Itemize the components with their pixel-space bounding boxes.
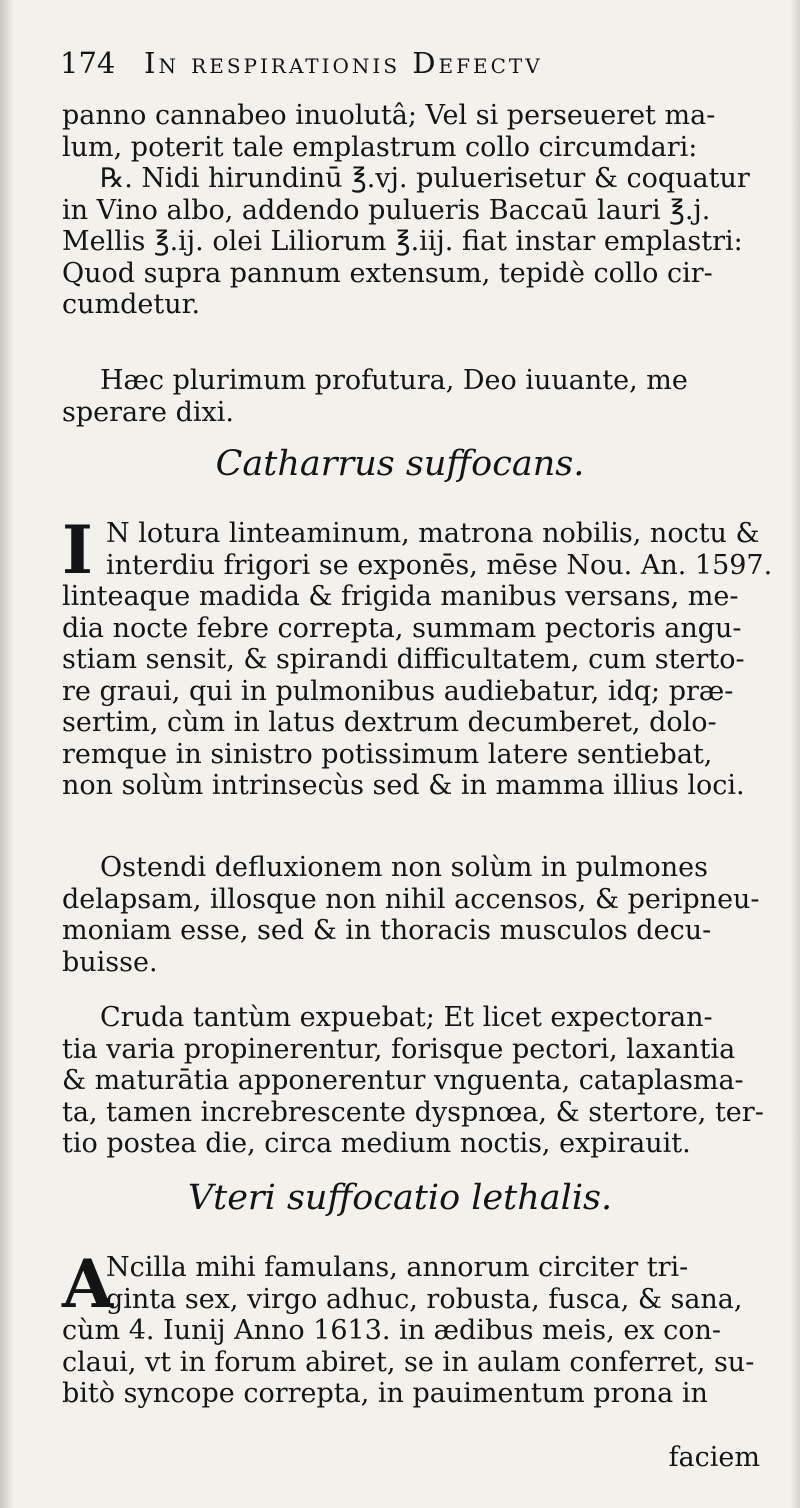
text-line: re graui, qui in pulmonibus audiebatur, idq; præ- [62,675,734,707]
text-line: Hæc plurimum profutura, Deo iuuante, me [100,365,688,396]
catchword: faciem [668,1442,760,1473]
text-line: remque in sinistro potissimum latere sentiebat, [62,738,713,770]
paragraph-case-catarrh [62,511,773,802]
text-line: Quod supra pannum extensum, tepidè collo cir- [62,257,713,289]
running-head: In respirationis Defectv [144,46,543,80]
paragraph-outcome [62,1002,762,1160]
paragraph-case-uterine [62,1245,762,1410]
text-line: ginta sex, virgo adhuc, robusta, fusca, & sana, [106,1283,743,1315]
text-line: sperare dixi. [62,396,234,428]
text-line: bitò syncope correpta, in pauimentum prona in [62,1378,708,1409]
page-edge-left [0,0,14,1508]
text-line: cumdetur. [62,289,201,320]
text-line: ta, tamen increbrescente dyspnœa, & stertore, ter- [62,1096,764,1128]
text-line: N lotura linteaminum, matrona nobilis, noctu & [106,518,760,549]
text-line: tio postea die, circa medium noctis, expirauit. [62,1128,691,1159]
text-line: panno cannabeo inuolutâ; Vel si perseueret ma- [62,100,716,131]
text-line: ℞. Nidi hirundinū ℥.vj. puluerisetur & coquatur [100,163,750,194]
text-line: dia nocte febre correpta, summam pectoris angu- [62,612,742,644]
text-line: interdiu frigori se exponēs, mēse Nou. An. 1597. [106,549,773,581]
section-heading: Catharrus suffocans. [215,444,585,484]
page-header [60,46,710,86]
text-line: claui, vt in forum abiret, se in aulam conferret, su- [62,1346,755,1378]
text-line: linteaque madida & frigida manibus versans, me- [62,581,739,612]
text-line: Mellis ℥.ij. olei Liliorum ℥.iij. fiat instar emplastri: [62,226,743,257]
text-line: Ncilla mihi famulans, annorum circiter tri- [106,1252,689,1283]
text-line: cùm 4. Iunij Anno 1613. in ædibus meis, ex con- [62,1315,721,1346]
text-line: Ostendi defluxionem non solùm in pulmones [100,852,708,883]
drop-cap: I [62,511,93,589]
page-number: 174 [60,46,116,80]
text-line: & maturātia apponerentur vnguenta, cataplasma- [62,1065,744,1096]
text-line: tia varia propinerentur, forisque pectori, laxantia [62,1033,736,1065]
section-heading: Vteri suffocatio lethalis. [187,1178,613,1218]
paragraph-diagnosis [62,852,762,978]
text-line: Cruda tantùm expuebat; Et licet expectoran- [100,1002,713,1033]
drop-cap: A [62,1245,114,1323]
paragraph-recipe [62,100,762,321]
text-line: lum, poterit tale emplastrum collo circumdari: [62,131,698,163]
text-line: stiam sensit, & spirandi difficultatem, cum sterto- [62,644,745,675]
page-edge-right [790,0,800,1508]
text-line: moniam esse, sed & in thoracis musculos decu- [62,915,712,946]
text-line: delapsam, illosque non nihil accensos, & peripneu- [62,883,760,915]
text-line: buisse. [62,946,158,978]
paragraph-conclusion [62,365,762,428]
text-line: in Vino albo, addendo pulueris Baccaū lauri ℥.j. [62,194,711,226]
text-line: non solùm intrinsecùs sed & in mamma illius loci. [62,770,745,801]
text-line: sertim, cùm in latus dextrum decumberet, dolo- [62,707,717,738]
